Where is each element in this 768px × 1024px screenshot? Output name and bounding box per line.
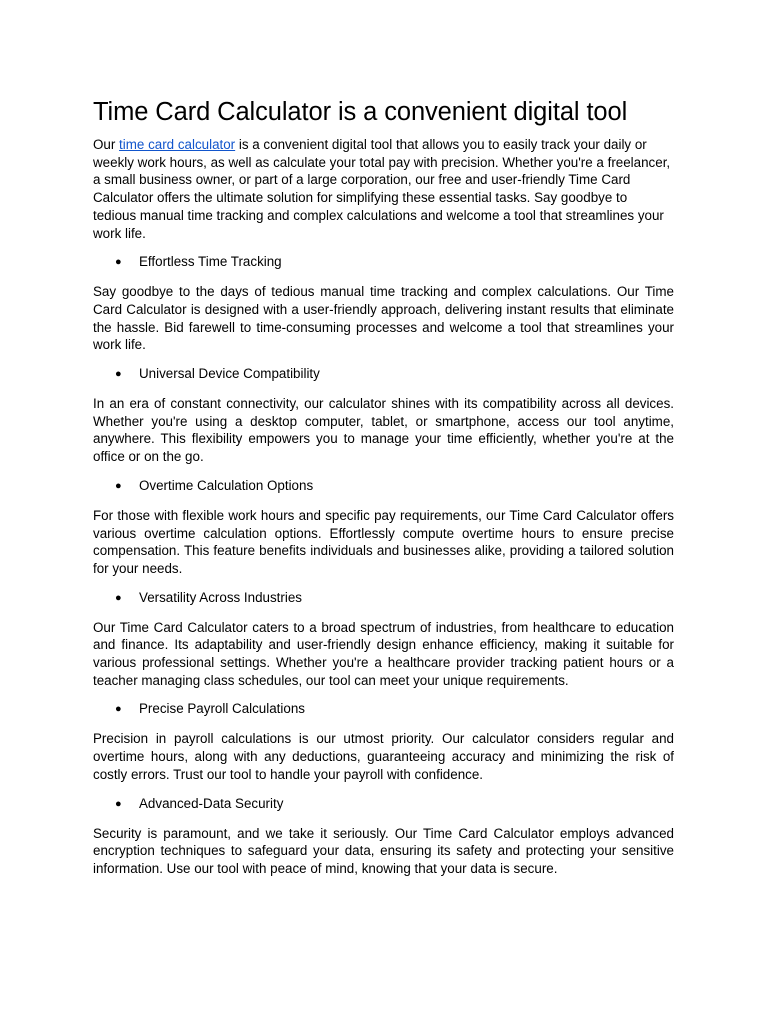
section-heading: Overtime Calculation Options <box>139 477 314 493</box>
section-body: Say goodbye to the days of tedious manual time tracking and complex calculations. Our Time Card Calculator is designed with a user-friendly approach, delivering instant results that eliminate the hassle. Bid farewell to time-consuming processes and welcome a tool that streamlines your work life. <box>93 284 674 353</box>
bullet-icon: ● <box>115 591 122 604</box>
list-item <box>93 700 674 718</box>
intro-suffix: is a convenient digital tool that allows you to easily track your daily or weekly work hours, as well as calculate your total pay with precision. Whether you're a freelancer, a small business owner, or part of a large corporation, our free and user-friendly Time Card Calculator offers the ultimate solution for simplifying these essential tasks. Say goodbye to tedious manual time tracking and complex calculations and welcome a tool that streamlines your work life. <box>93 137 671 241</box>
section-body: In an era of constant connectivity, our calculator shines with its compatibility across all devices. Whether you're using a desktop computer, tablet, or smartphone, access our tool anytime, anywhere. This flexibility empowers you to manage your time efficiently, whether you're at the office or on the go. <box>93 396 674 465</box>
intro-prefix: Our <box>93 137 120 152</box>
section-body: For those with flexible work hours and specific pay requirements, our Time Card Calculator offers various overtime calculation options. Effortlessly compute overtime hours to ensure precise compensation. This feature benefits individuals and businesses alike, providing a tailored solution for your needs. <box>93 507 674 576</box>
list-item <box>93 477 674 495</box>
section-heading: Effortless Time Tracking <box>139 254 282 270</box>
section-heading: Universal Device Compatibility <box>139 366 320 382</box>
section-body: Our Time Card Calculator caters to a broad spectrum of industries, from healthcare to education and finance. Its adaptability and user-friendly design enhance efficiency, making it suitable for various professional settings. Whether you're a healthcare provider tracking patient hours or a teacher managing class schedules, our tool can meet your unique requirements. <box>93 619 674 688</box>
bullet-icon: ● <box>115 256 122 269</box>
section-body: Precision in payroll calculations is our utmost priority. Our calculator considers regular and overtime hours, along with any deductions, guaranteeing accuracy and minimizing the risk of costly errors. Trust our tool to handle your payroll with confidence. <box>93 731 674 782</box>
bullet-icon: ● <box>115 479 122 492</box>
section-body: Security is paramount, and we take it seriously. Our Time Card Calculator employs advanced encryption techniques to safeguard your data, ensuring its safety and protecting your sensitive information. Use our tool with peace of mind, knowing that your data is secure. <box>93 825 674 876</box>
bullet-icon: ● <box>115 368 122 381</box>
list-item <box>93 253 674 271</box>
list-item <box>93 795 674 813</box>
list-item <box>93 365 674 383</box>
bullet-icon: ● <box>115 703 122 716</box>
bullet-icon: ● <box>115 797 122 810</box>
section-heading: Versatility Across Industries <box>139 589 302 605</box>
list-item <box>93 589 674 607</box>
intro-paragraph <box>93 136 674 242</box>
page-title: Time Card Calculator is a convenient digital tool <box>93 98 628 126</box>
section-heading: Precise Payroll Calculations <box>139 701 305 717</box>
section-heading: Advanced-Data Security <box>139 795 284 811</box>
time-card-calculator-link[interactable]: time card calculator <box>119 137 236 152</box>
